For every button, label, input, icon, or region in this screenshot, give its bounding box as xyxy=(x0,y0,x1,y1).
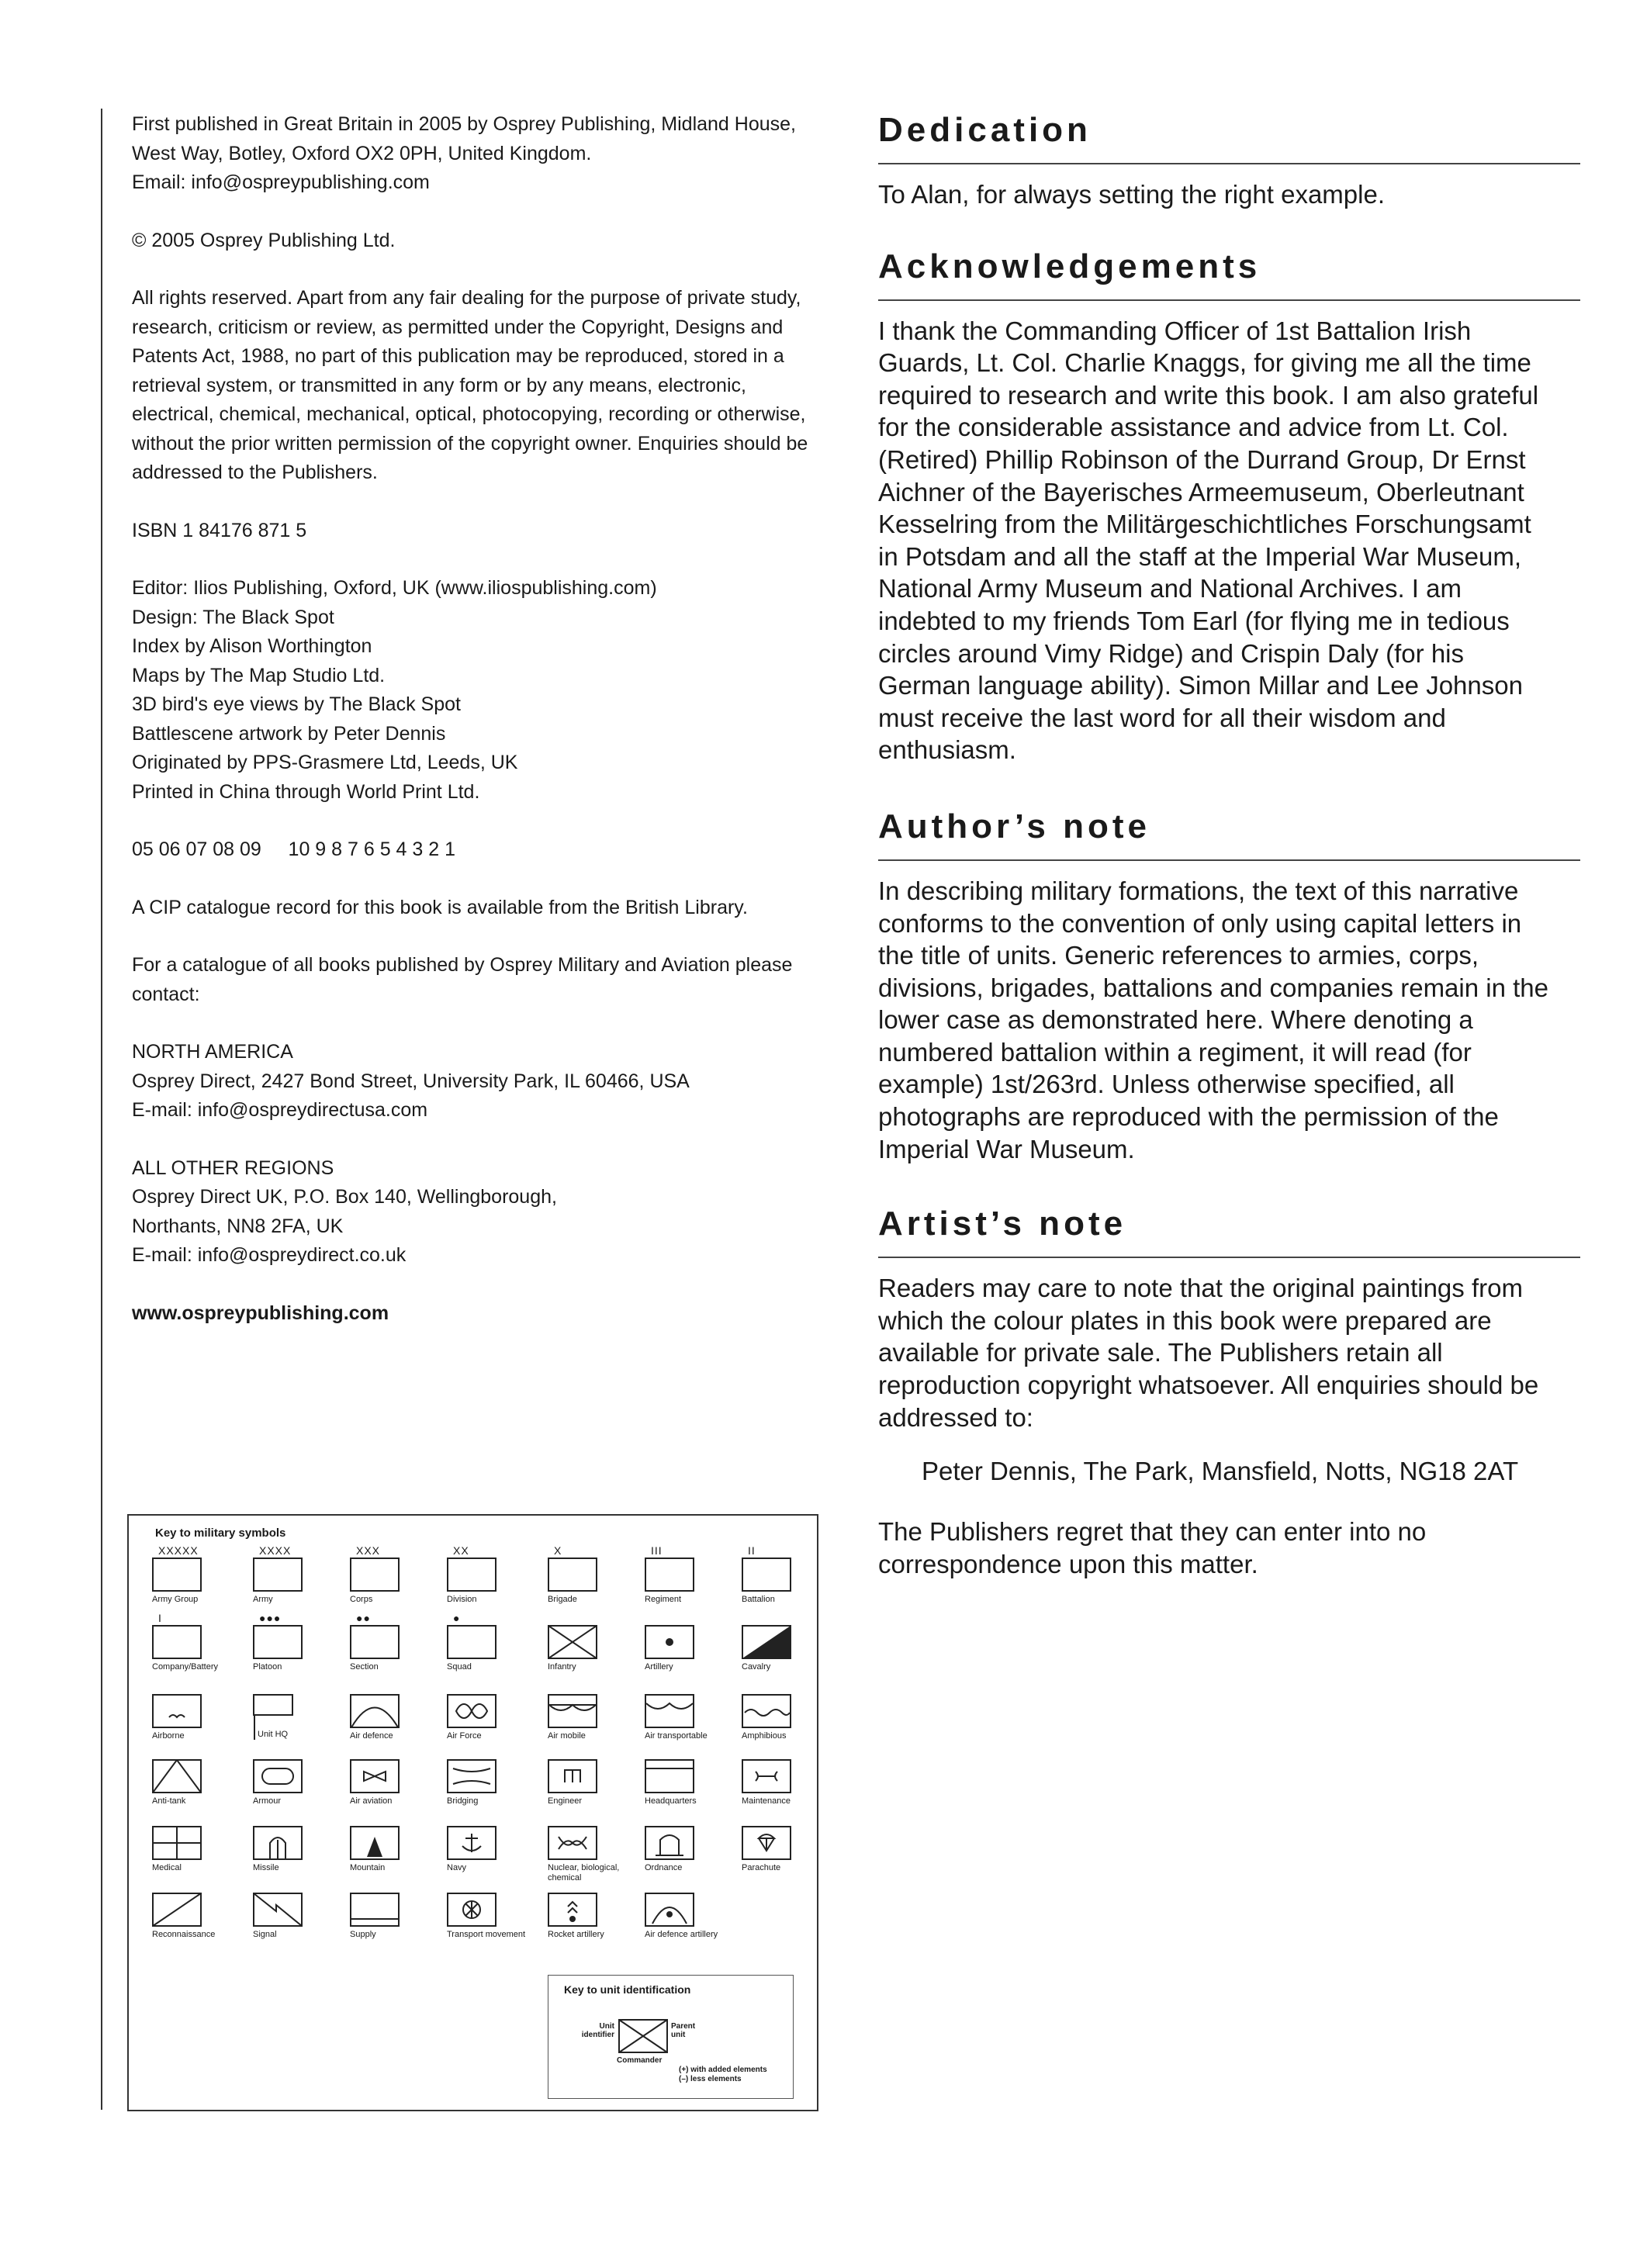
symbol-label: Signal xyxy=(253,1930,277,1939)
symbol-label: Amphibious xyxy=(742,1731,787,1741)
transport-icon xyxy=(447,1893,540,1927)
rights-line: without the prior written permission of the copyright owner. Enquiries should be xyxy=(132,432,808,455)
artists-note-line: Readers may care to note that the original paintings from xyxy=(878,1274,1523,1303)
infantry-icon xyxy=(548,1625,641,1659)
artists-note-text xyxy=(878,1272,1580,1433)
symbol-parachute xyxy=(742,1812,835,1873)
symbol-battalion xyxy=(742,1544,835,1605)
bridging-icon xyxy=(447,1759,540,1793)
echelon-marker xyxy=(645,1879,738,1893)
missile-icon xyxy=(253,1826,346,1860)
symbol-ordnance xyxy=(645,1812,738,1873)
authors-note-line: In describing military formations, the text of this narrative xyxy=(878,876,1519,905)
divider xyxy=(878,299,1580,301)
echelon-marker: I xyxy=(158,1612,162,1624)
air-mobile-icon xyxy=(548,1694,641,1728)
platoon-icon xyxy=(253,1625,346,1659)
catalogue-line: For a catalogue of all books published by Osprey Military and Aviation please xyxy=(132,954,793,976)
symbol-regiment xyxy=(645,1544,738,1605)
echelon-marker: ●● xyxy=(356,1612,371,1624)
symbol-label: Rocket artillery xyxy=(548,1930,604,1939)
symbol-label: Army Group xyxy=(152,1595,199,1604)
company-icon xyxy=(152,1625,245,1659)
symbol-artillery xyxy=(645,1611,738,1672)
symbol-label: Infantry xyxy=(548,1662,576,1672)
symbol-label: Air transportable xyxy=(645,1731,708,1741)
website-link[interactable]: www.ospreypublishing.com xyxy=(132,1302,389,1324)
artists-note-closing xyxy=(878,1516,1580,1580)
symbol-headquarters xyxy=(645,1745,738,1806)
credit-line: 3D bird's eye views by The Black Spot xyxy=(132,693,461,715)
division-icon xyxy=(447,1558,540,1592)
symbol-transport xyxy=(447,1879,540,1940)
rights-line: research, criticism or review, as permitted under the Copyright, Designs and xyxy=(132,316,784,338)
battalion-icon xyxy=(742,1558,835,1592)
engineer-icon xyxy=(548,1759,641,1793)
echelon-marker: XXXXX xyxy=(158,1544,199,1557)
air-force-icon xyxy=(447,1694,540,1728)
symbol-amphibious xyxy=(742,1680,835,1741)
echelon-marker xyxy=(253,1812,346,1826)
region-heading: NORTH AMERICA xyxy=(132,1041,293,1063)
rights-line: retrieval system, or transmitted in any form or by any means, electronic, xyxy=(132,374,746,396)
echelon-marker xyxy=(645,1812,738,1826)
artists-note-line: available for private sale. The Publishers retain all xyxy=(878,1338,1443,1367)
credit-line: Index by Alison Worthington xyxy=(132,635,372,657)
echelon-marker xyxy=(447,1812,540,1826)
symbol-brigade xyxy=(548,1544,641,1605)
symbol-signal xyxy=(253,1879,346,1940)
parent-unit-label: Parent unit xyxy=(671,2022,696,2039)
symbol-army xyxy=(253,1544,346,1605)
authors-note-line: the title of units. Generic references to armies, corps, xyxy=(878,941,1479,970)
medical-icon xyxy=(152,1826,245,1860)
symbol-cavalry xyxy=(742,1611,835,1672)
rights-line: All rights reserved. Apart from any fair dealing for the purpose of private study, xyxy=(132,287,801,309)
minus-note: (–) less elements xyxy=(679,2075,742,2083)
commander-label: Commander xyxy=(617,2056,663,2065)
symbol-maintenance xyxy=(742,1745,835,1806)
acknowledgements-line: National Army Museum and National Archives. I am xyxy=(878,574,1462,603)
acknowledgements-section xyxy=(878,245,1580,766)
catalogue-notice xyxy=(132,951,846,1009)
symbol-label: Brigade xyxy=(548,1595,577,1604)
divider xyxy=(878,163,1580,164)
symbol-label: Air aviation xyxy=(350,1796,393,1806)
symbol-label: Armour xyxy=(253,1796,282,1806)
mountain-icon xyxy=(350,1826,443,1860)
divider xyxy=(878,859,1580,861)
symbol-unit-hq xyxy=(253,1680,346,1740)
echelon-marker xyxy=(152,1812,245,1826)
authors-note-heading: Author’s note xyxy=(878,807,1150,845)
authors-note-line: divisions, brigades, battalions and companies remain in the xyxy=(878,973,1548,1002)
symbol-air-defence xyxy=(350,1680,443,1741)
air-aviation-icon xyxy=(350,1759,443,1793)
symbol-mountain xyxy=(350,1812,443,1873)
publisher-email: Email: info@ospreypublishing.com xyxy=(132,171,430,193)
acknowledgements-line: required to research and write this book. I am also grateful xyxy=(878,380,1539,410)
contact-email: E-mail: info@ospreydirectusa.com xyxy=(132,1099,428,1121)
artists-note-line: reproduction copyright whatsoever. All enquiries should be xyxy=(878,1371,1539,1400)
dedication-heading: Dedication xyxy=(878,111,1092,149)
nbc-icon xyxy=(548,1826,641,1860)
symbol-label: Air mobile xyxy=(548,1731,586,1741)
artists-note-line: which the colour plates in this book were prepared are xyxy=(878,1305,1492,1335)
echelon-marker xyxy=(350,1879,443,1893)
plus-note: (+) with added elements xyxy=(679,2066,767,2074)
dedication-text: To Alan, for always setting the right example. xyxy=(878,180,1386,209)
authors-note-line: photographs are reproduced with the permission of the xyxy=(878,1102,1499,1132)
symbol-rocket-artillery xyxy=(548,1879,641,1940)
authors-note-line: Imperial War Museum. xyxy=(878,1134,1135,1163)
printing-line: 05 06 07 08 09 10 9 8 7 6 5 4 3 2 1 xyxy=(132,838,456,860)
echelon-marker xyxy=(742,1680,835,1694)
publisher-line: West Way, Botley, Oxford OX2 0PH, United Kingdom. xyxy=(132,142,592,164)
echelon-marker: ●●● xyxy=(259,1612,282,1624)
echelon-marker xyxy=(152,1745,245,1759)
navy-icon xyxy=(447,1826,540,1860)
symbol-label: Maintenance xyxy=(742,1796,791,1806)
infantry-unit-icon xyxy=(618,2019,668,2053)
echelon-marker xyxy=(447,1680,540,1694)
divider xyxy=(878,1257,1580,1258)
symbol-label: Section xyxy=(350,1662,379,1672)
credit-line: Battlescene artwork by Peter Dennis xyxy=(132,722,446,745)
publisher-line: First published in Great Britain in 2005 by Osprey Publishing, Midland House, xyxy=(132,113,796,135)
artists-note-line: addressed to: xyxy=(878,1402,1033,1432)
symbol-label: Air defence xyxy=(350,1731,393,1741)
symbol-label: Squad xyxy=(447,1662,472,1672)
echelon-marker xyxy=(447,1879,540,1893)
symbol-label: Regiment xyxy=(645,1595,682,1604)
echelon-marker: XX xyxy=(453,1544,469,1557)
acknowledgements-line: for the considerable assistance and advice from Lt. Col. xyxy=(878,413,1509,442)
credit-line: Design: The Black Spot xyxy=(132,606,334,628)
symbol-label: Reconnaissance xyxy=(152,1930,216,1939)
symbol-airborne xyxy=(152,1680,245,1741)
echelon-marker: XXX xyxy=(356,1544,381,1557)
symbol-label: Air defence artillery xyxy=(645,1930,718,1939)
unit-key-title: Key to unit identification xyxy=(564,1983,691,1996)
acknowledgements-line: circles around Vimy Ridge) and Crispin Daly (for his xyxy=(878,638,1465,668)
brigade-icon xyxy=(548,1558,641,1592)
echelon-marker xyxy=(742,1611,835,1625)
credit-line: Maps by The Map Studio Ltd. xyxy=(132,664,386,686)
echelon-marker xyxy=(253,1680,346,1694)
echelon-marker xyxy=(350,1680,443,1694)
contact-line: Northants, NN8 2FA, UK xyxy=(132,1215,344,1237)
symbol-label: Missile xyxy=(253,1863,279,1872)
symbol-label: Airborne xyxy=(152,1731,185,1741)
authors-note-line: conforms to the convention of only using capital letters in xyxy=(878,908,1522,938)
cavalry-icon xyxy=(742,1625,835,1659)
symbol-navy xyxy=(447,1812,540,1873)
symbol-infantry xyxy=(548,1611,641,1672)
credits xyxy=(132,574,846,807)
imprint-column xyxy=(132,110,846,1357)
artists-note-heading: Artist’s note xyxy=(878,1205,1127,1243)
acknowledgements-line: must receive the last word for all their wisdom and xyxy=(878,703,1446,732)
army-group-icon xyxy=(152,1558,245,1592)
region-heading: ALL OTHER REGIONS xyxy=(132,1156,334,1179)
acknowledgements-line: (Retired) Phillip Robinson of the Durrand Group, Dr Ernst xyxy=(878,444,1526,474)
anti-tank-icon xyxy=(152,1759,245,1793)
acknowledgements-heading: Acknowledgements xyxy=(878,247,1261,285)
echelon-marker xyxy=(645,1745,738,1759)
symbol-anti-tank xyxy=(152,1745,245,1806)
credit-line: Printed in China through World Print Ltd. xyxy=(132,780,480,803)
rights-notice xyxy=(132,284,846,488)
symbol-supply xyxy=(350,1879,443,1940)
authors-note-line: numbered battalion within a regiment, it will read (for xyxy=(878,1037,1472,1067)
symbol-reconnaissance xyxy=(152,1879,245,1940)
symbol-label: Transport movement xyxy=(447,1930,526,1939)
symbol-air-mobile xyxy=(548,1680,641,1741)
symbol-label: Air Force xyxy=(447,1731,482,1741)
echelon-marker xyxy=(645,1680,738,1694)
symbol-label: Engineer xyxy=(548,1796,583,1806)
echelon-marker xyxy=(548,1812,641,1826)
air-defence-artillery-icon xyxy=(645,1893,738,1927)
echelon-marker xyxy=(253,1879,346,1893)
echelon-marker xyxy=(253,1745,346,1759)
symbol-label: Anti-tank xyxy=(152,1796,186,1806)
echelon-marker xyxy=(548,1680,641,1694)
credit-line: Originated by PPS-Grasmere Ltd, Leeds, UK xyxy=(132,752,518,773)
symbol-label: Platoon xyxy=(253,1662,282,1672)
headquarters-icon xyxy=(645,1759,738,1793)
symbol-section xyxy=(350,1611,443,1672)
artist-address: Peter Dennis, The Park, Mansfield, Notts, NG18 2AT xyxy=(922,1457,1519,1486)
symbol-label: Artillery xyxy=(645,1662,673,1672)
echelon-marker xyxy=(152,1680,245,1694)
contact-email: E-mail: info@ospreydirect.co.uk xyxy=(132,1244,407,1266)
air-transportable-icon xyxy=(645,1694,738,1728)
symbol-company xyxy=(152,1611,245,1672)
margin-rule xyxy=(101,109,102,2110)
echelon-marker xyxy=(350,1812,443,1826)
symbol-label: Corps xyxy=(350,1595,373,1604)
amphibious-icon xyxy=(742,1694,835,1728)
air-defence-icon xyxy=(350,1694,443,1728)
contact-line: Osprey Direct UK, P.O. Box 140, Wellingborough, xyxy=(132,1186,557,1208)
unit-identification-key xyxy=(548,1975,794,2099)
parachute-icon xyxy=(742,1826,835,1860)
authors-note-section xyxy=(878,805,1580,1165)
north-america-contact xyxy=(132,1038,846,1125)
authors-note-text xyxy=(878,875,1580,1165)
reconnaissance-icon xyxy=(152,1893,245,1927)
symbol-label: Army xyxy=(253,1595,273,1604)
other-regions-contact xyxy=(132,1154,846,1271)
symbol-nbc xyxy=(548,1812,641,1883)
rocket-artillery-icon xyxy=(548,1893,641,1927)
symbol-label: Parachute xyxy=(742,1863,781,1872)
isbn: ISBN 1 84176 871 5 xyxy=(132,519,307,541)
echelon-marker: III xyxy=(651,1544,663,1557)
symbol-label: Navy xyxy=(447,1863,467,1872)
echelon-marker: II xyxy=(748,1544,756,1557)
ordnance-icon xyxy=(645,1826,738,1860)
catalogue-line: contact: xyxy=(132,983,200,1005)
symbol-medical xyxy=(152,1812,245,1873)
symbol-armour xyxy=(253,1745,346,1806)
echelon-marker xyxy=(645,1611,738,1625)
authors-note-line: example) 1st/263rd. Unless otherwise specified, all xyxy=(878,1070,1455,1099)
symbol-air-aviation xyxy=(350,1745,443,1806)
symbol-label: Headquarters xyxy=(645,1796,697,1806)
symbol-platoon xyxy=(253,1611,346,1672)
symbol-bridging xyxy=(447,1745,540,1806)
supply-icon xyxy=(350,1893,443,1927)
acknowledgements-line: I thank the Commanding Officer of 1st Battalion Irish xyxy=(878,316,1472,345)
echelon-marker xyxy=(447,1745,540,1759)
maintenance-icon xyxy=(742,1759,835,1793)
squad-icon xyxy=(447,1625,540,1659)
copyright-line: © 2005 Osprey Publishing Ltd. xyxy=(132,229,396,251)
echelon-marker xyxy=(548,1611,641,1625)
echelon-marker: X xyxy=(554,1544,562,1557)
echelon-marker xyxy=(548,1879,641,1893)
rights-line: addressed to the Publishers. xyxy=(132,462,378,483)
symbol-engineer xyxy=(548,1745,641,1806)
symbol-label: Medical xyxy=(152,1863,182,1872)
closing-line: correspondence upon this matter. xyxy=(878,1549,1258,1578)
symbol-label: Division xyxy=(447,1595,477,1604)
cip-notice: A CIP catalogue record for this book is available from the British Library. xyxy=(132,896,748,918)
symbol-label: Unit HQ xyxy=(258,1730,289,1739)
authors-note-line: lower case as demonstrated here. Where denoting a xyxy=(878,1005,1473,1035)
symbol-missile xyxy=(253,1812,346,1873)
echelon-marker xyxy=(742,1812,835,1826)
key-title: Key to military symbols xyxy=(155,1526,286,1540)
echelon-marker: ● xyxy=(453,1612,461,1624)
artists-note-section xyxy=(878,1202,1580,1580)
closing-line: The Publishers regret that they can enter into no xyxy=(878,1517,1427,1547)
acknowledgements-line: Kesselring from the Militärgeschichtliches Forschungsamt xyxy=(878,510,1531,539)
notes-column xyxy=(878,109,1580,1580)
acknowledgements-line: enthusiasm. xyxy=(878,735,1016,765)
unit-identifier-label: Unit identifier xyxy=(581,2022,614,2039)
symbol-air-force xyxy=(447,1680,540,1741)
echelon-marker xyxy=(742,1745,835,1759)
regiment-icon xyxy=(645,1558,738,1592)
symbol-label: Supply xyxy=(350,1930,376,1939)
credit-line: Editor: Ilios Publishing, Oxford, UK (www.iliospublishing.com) xyxy=(132,577,657,599)
symbol-corps xyxy=(350,1544,443,1605)
echelon-marker: XXXX xyxy=(259,1544,292,1557)
rights-line: electrical, chemical, mechanical, optical, photocopying, recording or otherwise, xyxy=(132,403,806,425)
section-icon xyxy=(350,1625,443,1659)
symbol-army-group xyxy=(152,1544,245,1605)
acknowledgements-line: Guards, Lt. Col. Charlie Knaggs, for giving me all the time xyxy=(878,348,1531,378)
symbol-air-transportable xyxy=(645,1680,738,1741)
artillery-icon xyxy=(645,1625,738,1659)
symbol-label: Battalion xyxy=(742,1595,775,1604)
acknowledgements-line: German language ability). Simon Millar and Lee Johnson xyxy=(878,671,1523,700)
acknowledgements-line: in Potsdam and all the staff at the Imperial War Museum, xyxy=(878,541,1522,571)
symbol-label: Ordnance xyxy=(645,1863,683,1872)
symbol-label: Company/Battery xyxy=(152,1662,218,1672)
publisher-info xyxy=(132,110,846,198)
armour-icon xyxy=(253,1759,346,1793)
airborne-icon xyxy=(152,1694,245,1728)
acknowledgements-line: indebted to my friends Tom Earl (for flying me in tedious xyxy=(878,606,1510,635)
acknowledgements-text xyxy=(878,315,1580,766)
dedication-section xyxy=(878,109,1580,211)
symbol-label: Mountain xyxy=(350,1863,386,1872)
echelon-marker xyxy=(548,1745,641,1759)
army-icon xyxy=(253,1558,346,1592)
symbol-label: Cavalry xyxy=(742,1662,771,1672)
symbol-squad xyxy=(447,1611,540,1672)
symbol-label: Nuclear, biological, chemical xyxy=(548,1863,620,1883)
contact-line: Osprey Direct, 2427 Bond Street, University Park, IL 60466, USA xyxy=(132,1070,690,1092)
corps-icon xyxy=(350,1558,443,1592)
military-symbols-key xyxy=(127,1514,818,2111)
symbol-division xyxy=(447,1544,540,1605)
rights-line: Patents Act, 1988, no part of this publication may be reproduced, stored in a xyxy=(132,345,784,367)
echelon-marker xyxy=(350,1745,443,1759)
symbol-label: Bridging xyxy=(447,1796,479,1806)
symbol-air-defence-artillery xyxy=(645,1879,738,1940)
acknowledgements-line: Aichner of the Bayerisches Armeemuseum, Oberleutnant xyxy=(878,477,1524,506)
echelon-marker xyxy=(152,1879,245,1893)
signal-icon xyxy=(253,1893,346,1927)
